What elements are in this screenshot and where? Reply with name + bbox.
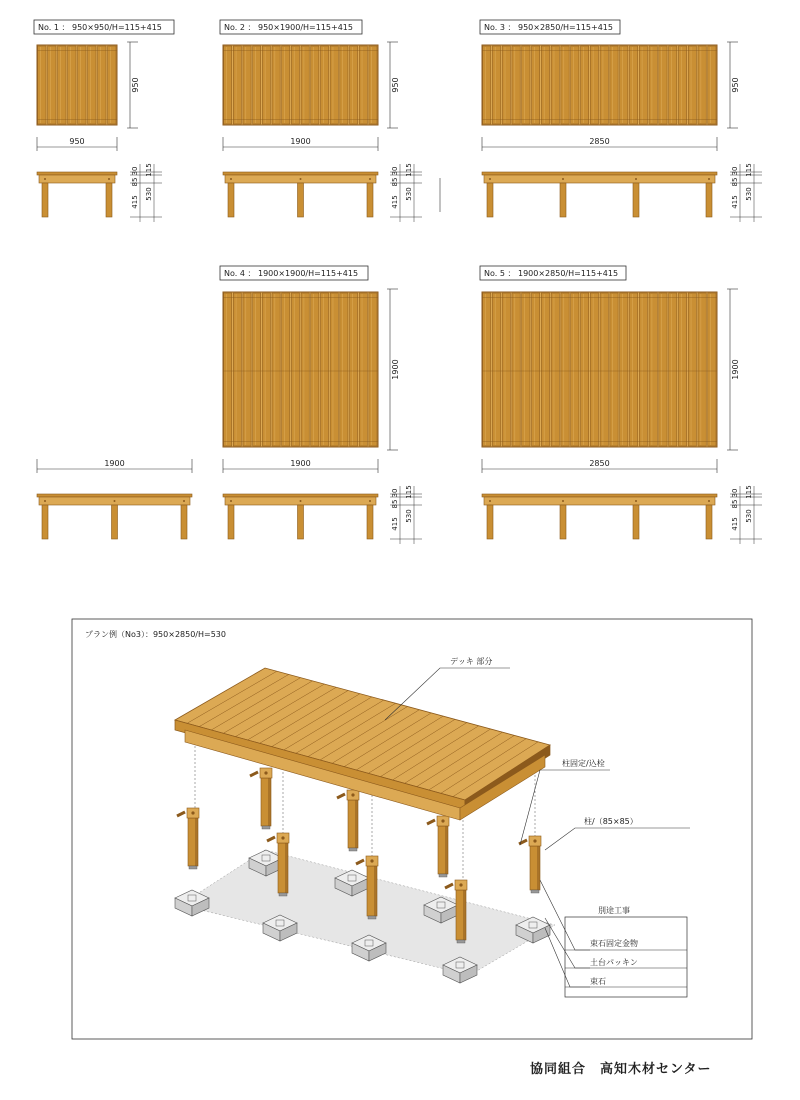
bolt-leader: [520, 770, 610, 845]
deck-board: [38, 46, 46, 124]
deck-board: [590, 293, 598, 446]
depth-dim-label: 950: [391, 77, 400, 93]
model-label: No. 2 ： 950×1900/H=115+415: [224, 23, 353, 32]
deck-beam: [39, 175, 115, 183]
post-bolt-hole: [441, 819, 444, 822]
depth-dim-label: 1900: [391, 359, 400, 380]
dim-530: 530: [405, 509, 413, 523]
post-bolt-hole: [351, 793, 354, 796]
deck-board: [512, 46, 520, 124]
deck-leg: [298, 183, 304, 217]
deck-board: [492, 293, 500, 446]
dim-530: 530: [745, 509, 753, 523]
deck-leg: [298, 505, 304, 539]
bolt-dot: [562, 500, 564, 502]
model-no-5: [480, 266, 762, 544]
deck-board: [224, 293, 232, 446]
deck-board: [708, 293, 716, 446]
callout-separate-work: 別途工事: [598, 906, 630, 915]
deck-board: [243, 293, 251, 446]
deck-board: [483, 46, 491, 124]
separate-work-box: [565, 917, 687, 997]
bolt-dot: [635, 500, 637, 502]
model-no-4: [220, 266, 422, 544]
deck-board: [311, 293, 319, 446]
post-packing: [439, 874, 447, 877]
width-dim-label: 1900: [290, 459, 311, 468]
dim-115: 115: [745, 163, 753, 177]
deck-board: [581, 293, 589, 446]
deck-leg: [42, 183, 48, 217]
deck-board: [571, 293, 579, 446]
bolt-dot: [489, 500, 491, 502]
deck-leg: [560, 183, 566, 217]
post-bolt-hole: [281, 836, 284, 839]
post-bolt-hole: [459, 883, 462, 886]
deck-board: [262, 293, 270, 446]
callout-stone-bracket: 束石固定金物: [590, 939, 638, 948]
deck-top-board: [37, 172, 117, 175]
deck-board: [48, 46, 56, 124]
callout-stone: 束石: [590, 977, 606, 986]
deck-board: [541, 293, 549, 446]
deck-top-board: [223, 494, 378, 497]
deck-board: [698, 293, 706, 446]
side-view-1900: [37, 459, 192, 539]
post-shade: [285, 843, 288, 893]
peg: [427, 820, 435, 824]
deck-board: [78, 46, 86, 124]
bolt-dot: [108, 178, 110, 180]
post-packing: [279, 893, 287, 896]
deck-board: [502, 46, 510, 124]
deck-board: [282, 293, 290, 446]
peg: [250, 772, 258, 776]
deck-board: [532, 293, 540, 446]
deck-board: [698, 46, 706, 124]
bolt-dot: [708, 178, 710, 180]
deck-board: [262, 46, 270, 124]
bolt-dot: [635, 178, 637, 180]
post-shade: [355, 800, 358, 848]
model-no-1: [34, 20, 174, 222]
deck-board: [272, 46, 280, 124]
dim-85: 85: [391, 499, 399, 509]
deck-board: [58, 46, 66, 124]
deck-board: [108, 46, 116, 124]
depth-dim-label: 1900: [731, 359, 740, 380]
peg: [177, 812, 185, 816]
peg: [356, 860, 364, 864]
post-shade: [445, 826, 448, 874]
bolt-dot: [44, 178, 46, 180]
deck-board: [320, 293, 328, 446]
depth-dim-label: 950: [731, 77, 740, 93]
deck-board: [483, 293, 491, 446]
post-packing: [262, 826, 270, 829]
post-packing: [531, 890, 539, 893]
deck-board: [581, 46, 589, 124]
dim-530: 530: [405, 187, 413, 201]
dim-30: 30: [391, 488, 399, 498]
deck-board: [272, 293, 280, 446]
bolt-dot: [114, 500, 116, 502]
deck-board: [233, 293, 241, 446]
deck-beam: [484, 175, 715, 183]
deck-board: [492, 46, 500, 124]
deck-board: [629, 46, 637, 124]
deck-board: [649, 293, 657, 446]
deck-leg: [367, 505, 373, 539]
bolt-dot: [369, 500, 371, 502]
model-label: No. 5 ： 1900×2850/H=115+415: [484, 269, 619, 278]
dim-85: 85: [731, 177, 739, 187]
deck-board: [369, 46, 377, 124]
deck-board: [551, 293, 559, 446]
deck-board: [669, 46, 677, 124]
post-packing: [189, 866, 197, 869]
deck-board: [98, 46, 106, 124]
deck-board: [369, 293, 377, 446]
deck-post: [337, 790, 359, 851]
deck-leg: [633, 505, 639, 539]
deck-board: [350, 293, 358, 446]
deck-board: [669, 293, 677, 446]
deck-leg: [487, 505, 493, 539]
dim-415: 415: [391, 517, 399, 531]
bolt-dot: [562, 178, 564, 180]
depth-dim-label: 950: [131, 77, 140, 93]
dim-530: 530: [745, 187, 753, 201]
model-no-3: [480, 20, 762, 222]
width-dim-label: 2850: [589, 137, 610, 146]
deck-board: [340, 46, 348, 124]
deck-leg: [367, 183, 373, 217]
post-packing: [368, 916, 376, 919]
deck-leg: [706, 183, 712, 217]
bolt-dot: [44, 500, 46, 502]
deck-board: [610, 293, 618, 446]
deck-leg: [181, 505, 187, 539]
callout-deck: デッキ 部分: [450, 657, 493, 666]
dim-30: 30: [731, 488, 739, 498]
model-label: No. 4 ： 1900×1900/H=115+415: [224, 269, 359, 278]
deck-section: [175, 668, 550, 820]
models-layer: [34, 20, 762, 544]
dim-415: 415: [731, 195, 739, 209]
deck-board: [253, 293, 261, 446]
deck-board: [678, 46, 686, 124]
deck-board: [301, 293, 309, 446]
dim-115: 115: [145, 163, 153, 177]
deck-board: [233, 46, 241, 124]
deck-board: [620, 293, 628, 446]
deck-board: [68, 46, 76, 124]
deck-board: [224, 46, 232, 124]
post-shade: [268, 778, 271, 826]
deck-board: [659, 293, 667, 446]
deck-board: [590, 46, 598, 124]
deck-board: [678, 293, 686, 446]
deck-post: [519, 836, 541, 893]
deck-board: [639, 293, 647, 446]
deck-board: [320, 46, 328, 124]
callout-post: 柱/（85×85）: [584, 817, 638, 826]
company-name: 協同組合 高知木材センター: [530, 1062, 712, 1077]
dim-30: 30: [731, 166, 739, 176]
deck-board: [512, 293, 520, 446]
deck-leg: [228, 505, 234, 539]
width-dim-label: 950: [69, 137, 85, 146]
bolt-dot: [708, 500, 710, 502]
width-dim-label: 1900: [290, 137, 311, 146]
deck-post: [427, 816, 449, 877]
deck-top-board: [37, 494, 192, 497]
deck-board: [532, 46, 540, 124]
deck-leg: [633, 183, 639, 217]
deck-board: [541, 46, 549, 124]
deck-leg: [560, 505, 566, 539]
deck-board: [600, 293, 608, 446]
deck-board: [330, 46, 338, 124]
deck-board: [600, 46, 608, 124]
plan-example-layer: [72, 619, 752, 1039]
post-shade: [374, 866, 377, 916]
post-bolt-hole: [533, 839, 536, 842]
deck-board: [301, 46, 309, 124]
post-bolt-hole: [264, 771, 267, 774]
deck-board: [708, 46, 716, 124]
deck-board: [522, 46, 530, 124]
plan-title: プラン例（No3）：950×2850/H=530: [85, 630, 226, 639]
deck-board: [350, 46, 358, 124]
model-no-2: [220, 20, 422, 222]
deck-board: [610, 46, 618, 124]
deck-board: [243, 46, 251, 124]
dim-30: 30: [131, 166, 139, 176]
post-shade: [537, 846, 540, 890]
peg: [445, 884, 453, 888]
deck-board: [340, 293, 348, 446]
deck-board: [571, 46, 579, 124]
deck-leg: [42, 505, 48, 539]
bolt-dot: [300, 178, 302, 180]
post-leader: [545, 828, 690, 850]
deck-board: [291, 293, 299, 446]
dim-115: 115: [745, 485, 753, 499]
deck-board: [629, 293, 637, 446]
dim-115: 115: [405, 163, 413, 177]
dim-85: 85: [731, 499, 739, 509]
deck-board: [688, 293, 696, 446]
dim-415: 415: [391, 195, 399, 209]
model-label: No. 3 ： 950×2850/H=115+415: [484, 23, 613, 32]
bolt-dot: [369, 178, 371, 180]
deck-leg: [706, 505, 712, 539]
model-label: No. 1 ： 950×950/H=115+415: [38, 23, 162, 32]
bolt-dot: [230, 500, 232, 502]
deck-board: [88, 46, 96, 124]
dim-115: 115: [405, 485, 413, 499]
deck-post: [177, 808, 199, 869]
deck-board: [359, 293, 367, 446]
post-bolt-hole: [191, 811, 194, 814]
dim-85: 85: [391, 177, 399, 187]
dim-530: 530: [145, 187, 153, 201]
bolt-dot: [183, 500, 185, 502]
deck-board: [561, 46, 569, 124]
callout-packing: 土台パッキン: [590, 958, 638, 967]
post-shade: [463, 890, 466, 940]
deck-top-board: [223, 172, 378, 175]
bolt-dot: [300, 500, 302, 502]
deck-leg: [106, 183, 112, 217]
deck-board: [359, 46, 367, 124]
deck-board: [282, 46, 290, 124]
deck-beam: [484, 497, 715, 505]
deck-board: [649, 46, 657, 124]
deck-board: [330, 293, 338, 446]
deck-board: [253, 46, 261, 124]
deck-board: [659, 46, 667, 124]
deck-board: [291, 46, 299, 124]
dim-85: 85: [131, 177, 139, 187]
post-packing: [349, 848, 357, 851]
deck-board: [522, 293, 530, 446]
deck-board: [551, 46, 559, 124]
peg: [267, 837, 275, 841]
post-shade: [195, 818, 198, 866]
dim-30: 30: [391, 166, 399, 176]
callout-bolt: 柱固定/込栓: [562, 759, 605, 768]
deck-post: [250, 768, 272, 829]
bolt-dot: [489, 178, 491, 180]
dim-415: 415: [131, 195, 139, 209]
bolt-dot: [230, 178, 232, 180]
deck-board: [311, 46, 319, 124]
deck-board: [688, 46, 696, 124]
post-packing: [457, 940, 465, 943]
deck-top-board: [482, 494, 717, 497]
deck-board: [639, 46, 647, 124]
post-bolt-hole: [370, 859, 373, 862]
dim-415: 415: [731, 517, 739, 531]
deck-top-board: [482, 172, 717, 175]
deck-board: [561, 293, 569, 446]
deck-leg: [228, 183, 234, 217]
width-dim-label: 2850: [589, 459, 610, 468]
side-width-dim-label: 1900: [104, 459, 125, 468]
peg: [337, 794, 345, 798]
deck-board: [502, 293, 510, 446]
deck-board: [620, 46, 628, 124]
deck-leg: [487, 183, 493, 217]
deck-leg: [112, 505, 118, 539]
